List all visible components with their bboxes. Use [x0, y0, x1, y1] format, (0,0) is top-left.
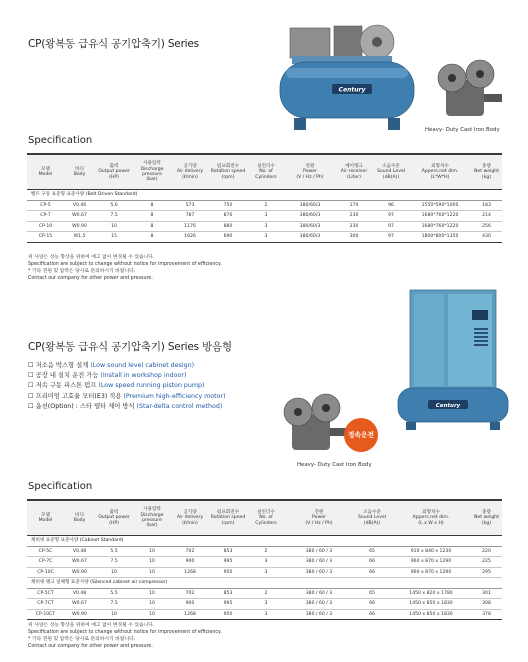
table-row — [27, 221, 502, 232]
table-cell: W0.67 — [64, 599, 95, 610]
table-cell: 910 x 840 x 1230 — [391, 546, 471, 557]
group-label: 벨트 구동 표준형 표준사양 (Belt Driven Standard) — [27, 190, 502, 201]
table-cell: 65 — [353, 588, 391, 599]
column-header: 전원 Power (V / Hz / Ph) — [285, 154, 335, 190]
table-cell: CP-7CT — [27, 599, 64, 610]
section2-notes — [28, 622, 222, 650]
table-cell: W0.67 — [64, 211, 95, 222]
column-header: 중량 Net weight (kg) — [471, 154, 502, 190]
table-cell: 870 — [209, 211, 247, 222]
table-cell: CP-10CT — [27, 609, 64, 620]
table-cell: W0.90 — [64, 567, 95, 578]
table-cell: 5.0 — [95, 200, 133, 211]
table-cell: 1800*800*1350 — [409, 232, 471, 243]
table-cell: 960 x 870 x 1290 — [391, 557, 471, 568]
table-cell: 170 — [335, 200, 373, 211]
table-cell: 690 — [209, 232, 247, 243]
table-cell: V0.48 — [64, 546, 95, 557]
section2-title: CP(왕복동 급유식 공기압축기) Series 방음형 — [28, 341, 232, 353]
table-cell: 573 — [171, 200, 209, 211]
table-cell: 230 — [335, 221, 373, 232]
table-row — [27, 609, 502, 620]
table-cell: 1626 — [171, 232, 209, 243]
table-cell: 380 / 60 / 3 — [285, 599, 353, 610]
table-cell: 950 — [209, 567, 247, 578]
compressor-tank-image — [272, 22, 422, 140]
table-cell: 380 / 60 / 3 — [285, 609, 353, 620]
table-cell: 7.5 — [95, 211, 133, 222]
table-cell: 3 — [247, 609, 285, 620]
table-cell: 308 — [471, 599, 502, 610]
column-header: 소음수준 Sound Level (dB(A)) — [373, 154, 409, 190]
table-group-row — [27, 536, 502, 547]
table-cell: 97 — [373, 232, 409, 243]
table-cell: 96 — [373, 200, 409, 211]
table-cell: 8 — [133, 200, 171, 211]
table-row — [27, 232, 502, 243]
table-cell: CP-5CT — [27, 588, 64, 599]
table-cell: 787 — [171, 211, 209, 222]
column-header: 외형치수 Appers.net dim. (L*W*H) — [409, 154, 471, 190]
table-cell: 1680*760*1220 — [409, 221, 471, 232]
column-header: 에어탱크 Air receiver (Liter) — [335, 154, 373, 190]
table-cell: 10 — [133, 588, 171, 599]
column-header: 실린더수 No. of Cylinders — [247, 500, 285, 536]
table-cell: 295 — [471, 567, 502, 578]
table-cell: 750 — [209, 200, 247, 211]
table-cell: V0.48 — [64, 588, 95, 599]
column-header: 출력 Output power (HP) — [95, 154, 133, 190]
table-cell: 10 — [95, 609, 133, 620]
section1-title: CP(왕복동 급유식 공기압축기) Series — [28, 38, 199, 50]
table-cell: 702 — [171, 588, 209, 599]
table-cell: 380/60/3 — [285, 232, 335, 243]
note-line: 위 사양은 성능 향상을 위하여 예고 없이 변경될 수 있습니다. — [28, 623, 155, 628]
feature-item: ☐ 저속 구동 피스톤 펌프 (Low speed running piston pump) — [28, 382, 205, 390]
section1-spec-table — [27, 153, 502, 243]
table-cell: 66 — [353, 567, 391, 578]
column-header: 바디 Body — [64, 500, 95, 536]
table-cell: 1550*590*1000 — [409, 200, 471, 211]
table-cell: 995 — [209, 557, 247, 568]
table-cell: 97 — [373, 211, 409, 222]
table-cell: 300 — [335, 232, 373, 243]
note-line: * 기타 전원 및 압력은 당사로 문의하시기 바랍니다. — [28, 637, 136, 642]
column-header: 사용압력 Discharge pressure (bar) — [133, 154, 171, 190]
table-cell: 380/60/3 — [285, 200, 335, 211]
table-cell: 3 — [247, 211, 285, 222]
table-cell: 7.5 — [95, 557, 133, 568]
pump-caption: Heavy- Duty Cast Iron Body — [425, 127, 500, 133]
table-cell: 66 — [353, 609, 391, 620]
table-cell: 380 / 60 / 3 — [285, 546, 353, 557]
table-cell: 995 — [209, 599, 247, 610]
table-cell: 65 — [353, 546, 391, 557]
table-cell: 2 — [247, 546, 285, 557]
column-header: 공기량 Air delivery (ℓ/min) — [171, 500, 209, 536]
table-cell: CP-7 — [27, 211, 64, 222]
table-cell: 183 — [471, 200, 502, 211]
feature-item: ☐ 프리미엄 고효율 모터(E3) 적용 (Premium high-efficiency motor) — [28, 392, 226, 400]
table-cell: 1450 x 850 x 1830 — [391, 599, 471, 610]
table-cell: CP-5C — [27, 546, 64, 557]
table-cell: 225 — [471, 557, 502, 568]
table-cell: 960 x 870 x 1290 — [391, 567, 471, 578]
table-cell: 230 — [335, 211, 373, 222]
table-cell: V0.46 — [64, 200, 95, 211]
table-group-row — [27, 578, 502, 589]
table-cell: 380/60/3 — [285, 221, 335, 232]
table-cell: 256 — [471, 221, 502, 232]
table-row — [27, 567, 502, 578]
table-cell: 1680*760*1220 — [409, 211, 471, 222]
column-header: 펌프회전수 Rotation speed (rpm) — [209, 154, 247, 190]
table-cell: 853 — [209, 588, 247, 599]
pump-caption: Heavy- Duty Cast Iron Body — [297, 462, 372, 468]
table-cell: CP-15 — [27, 232, 64, 243]
table-row — [27, 599, 502, 610]
note-line: Contact our company for other power and pressure. — [28, 276, 153, 281]
table-row — [27, 200, 502, 211]
table-cell: 380/60/3 — [285, 211, 335, 222]
table-cell: 950 — [209, 609, 247, 620]
table-cell: 378 — [471, 609, 502, 620]
table-cell: 1176 — [171, 221, 209, 232]
table-cell: 10 — [95, 567, 133, 578]
column-header: 출력 Output power (HP) — [95, 500, 133, 536]
cast-iron-pump-image — [278, 392, 354, 458]
table-cell: 10 — [95, 221, 133, 232]
feature-item: ☐ 공장 내 설치 운전 가능 (Install in workshop indoor) — [28, 372, 187, 380]
table-row — [27, 211, 502, 222]
note-line: Contact our company for other power and pressure. — [28, 644, 153, 649]
table-cell: CP-7C — [27, 557, 64, 568]
feature-item: ☐ 저소음 박스형 설계 (Low sound level cabinet design) — [28, 362, 195, 369]
table-cell: 3 — [247, 557, 285, 568]
table-cell: W0.67 — [64, 557, 95, 568]
table-cell: 214 — [471, 211, 502, 222]
table-cell: 5.5 — [95, 546, 133, 557]
group-label: 캐비넷 표준형 표준사양 (Cabinet Standard) — [27, 536, 502, 547]
table-cell: 430 — [471, 232, 502, 243]
table-cell: 1450 x 820 x 1780 — [391, 588, 471, 599]
table-cell: 880 — [209, 221, 247, 232]
table-cell: 10 — [133, 609, 171, 620]
section1-notes — [28, 254, 222, 282]
table-cell: 900 — [171, 599, 209, 610]
table-cell: 10 — [133, 546, 171, 557]
column-header: 외형치수 Appers.net dim. (L x W x H) — [391, 500, 471, 536]
note-line: 위 사양은 성능 향상을 위하여 예고 없이 변경될 수 있습니다. — [28, 255, 155, 260]
brand-logo: Century — [338, 86, 366, 94]
table-cell: 2 — [247, 200, 285, 211]
cabinet-compressor-image — [388, 284, 518, 434]
constant-speed-badge: 정속운전 — [344, 418, 378, 452]
column-header: 실린더수 No. of Cylinders — [247, 154, 285, 190]
column-header: 전원 Power (V / Hz / Ph) — [285, 500, 353, 536]
column-header: 펌프회전수 Rotation speed (rpm) — [209, 500, 247, 536]
table-cell: 97 — [373, 221, 409, 232]
table-cell: 220 — [471, 546, 502, 557]
table-cell: 8 — [133, 232, 171, 243]
table-cell: CP-5 — [27, 200, 64, 211]
group-label: 캐비넷 탱크 일체형 표준사양 (Silenced cabinet air compressor) — [27, 578, 502, 589]
table-cell: CP-10C — [27, 567, 64, 578]
table-cell: 1450 x 850 x 1830 — [391, 609, 471, 620]
brand-logo: Century — [435, 403, 461, 409]
table-cell: W0.90 — [64, 221, 95, 232]
table-row — [27, 588, 502, 599]
column-header: 바디 Body — [64, 154, 95, 190]
table-cell: 380 / 60 / 3 — [285, 567, 353, 578]
note-line: Specification are subject to change without notice for improvement of efficiency. — [28, 262, 222, 267]
table-cell: 380 / 60 / 3 — [285, 588, 353, 599]
table-cell: 7.5 — [95, 599, 133, 610]
table-cell: 8 — [133, 221, 171, 232]
table-cell: 10 — [133, 599, 171, 610]
table-cell: 702 — [171, 546, 209, 557]
table-row — [27, 546, 502, 557]
table-cell: 3 — [247, 221, 285, 232]
table-header-row — [27, 154, 502, 190]
note-line: * 기타 전원 및 압력은 당사로 문의하시기 바랍니다. — [28, 269, 136, 274]
column-header: 중량 Net weight (kg) — [471, 500, 502, 536]
column-header: 모델 Model — [27, 500, 64, 536]
section2-spec-heading: Specification — [28, 481, 93, 492]
column-header: 사용압력 Discharge pressure (bar) — [133, 500, 171, 536]
column-header: 소음수준 Sound Level (dB(A)) — [353, 500, 391, 536]
note-line: Specification are subject to change without notice for improvement of efficiency. — [28, 630, 222, 635]
table-cell: 10 — [133, 557, 171, 568]
table-cell: 3 — [247, 599, 285, 610]
column-header: 모델 Model — [27, 154, 64, 190]
table-cell: CP-10 — [27, 221, 64, 232]
table-cell: W1.5 — [64, 232, 95, 243]
table-cell: 301 — [471, 588, 502, 599]
table-group-row — [27, 190, 502, 201]
table-cell: 2 — [247, 588, 285, 599]
table-cell: 1268 — [171, 609, 209, 620]
table-cell: W0.90 — [64, 609, 95, 620]
section2-spec-table — [27, 499, 502, 620]
section1-spec-heading: Specification — [28, 135, 93, 146]
table-cell: 10 — [133, 567, 171, 578]
table-cell: 3 — [247, 567, 285, 578]
table-cell: 900 — [171, 557, 209, 568]
table-cell: 8 — [133, 211, 171, 222]
table-cell: 380 / 60 / 3 — [285, 557, 353, 568]
table-cell: 3 — [247, 232, 285, 243]
column-header: 공기량 Air delivery (ℓ/min) — [171, 154, 209, 190]
table-row — [27, 557, 502, 568]
table-cell: 853 — [209, 546, 247, 557]
table-cell: 15 — [95, 232, 133, 243]
table-cell: 1268 — [171, 567, 209, 578]
cast-iron-pump-image — [432, 58, 508, 124]
feature-item: ☐ 옵션(Option) : 스타 델타 제어 방식 (Star-delta control method) — [28, 402, 223, 410]
table-cell: 66 — [353, 599, 391, 610]
table-cell: 5.5 — [95, 588, 133, 599]
table-header-row — [27, 500, 502, 536]
table-cell: 66 — [353, 557, 391, 568]
feature-list — [28, 361, 226, 412]
